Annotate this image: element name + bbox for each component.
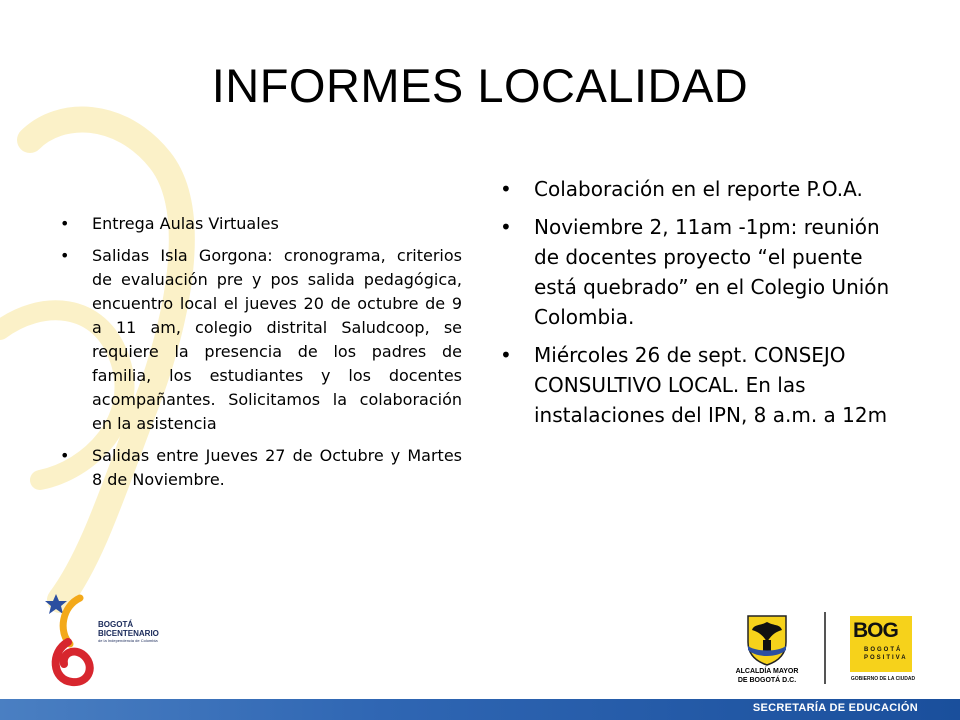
list-item [60,212,462,236]
bullet-icon: • [60,246,70,265]
bullet-icon: • [500,343,512,367]
list-item-text: Salidas entre Jueves 27 de Octubre y Martes 8 de Noviembre. [92,446,462,489]
list-item [60,244,462,436]
bog-subtitle [864,646,908,662]
bullet-icon: • [500,177,512,201]
list-item [500,174,900,204]
page-title: INFORMES LOCALIDAD [211,59,749,112]
coat-of-arms-icon [742,612,792,666]
footer-label: SECRETARÍA DE EDUCACIÓN [752,702,918,714]
left-bullet-list [60,212,462,500]
list-item [500,340,900,430]
alcaldia-line: ALCALDÍA MAYOR [735,668,799,675]
logo-divider [824,612,826,684]
list-item-text: Entrega Aulas Virtuales [92,214,279,233]
list-item-text: Miércoles 26 de sept. CONSEJO CONSULTIVO LOCAL. En las instalaciones del IPN, 8 a.m. a 12m [534,343,888,427]
list-item-text: Colaboración en el reporte P.O.A. [534,177,863,201]
gobierno-text: GOBIERNO DE LA CIUDAD [850,676,916,682]
bicentenario-line: BOGOTÁ [98,620,134,629]
bicentenario-subline: de la Independencia de Colombia [98,638,158,643]
list-item-text: Noviembre 2, 11am -1pm: reunión de docentes proyecto “el puente está quebrado” en el Colegio Unión Colombia. [534,215,890,329]
bog-word: BOG [853,619,898,642]
bicentenario-line: BICENTENARIO [98,629,159,638]
list-item-text: Salidas Isla Gorgona: cronograma, criterios de evaluación pre y pos salida pedagógica, encuentro local el jueves 20 de octubre de 9 a 11 am, colegio distrital Saludcoop, se requiere la presencia de los padres de familia, los estudiantes y los docentes acompañantes. Solicitamos la colaboración en la asistencia [92,246,462,433]
bullet-icon: • [500,215,512,239]
alcaldia-text [726,667,808,685]
footer-bar [0,699,960,720]
list-item [500,212,900,332]
list-item [60,444,462,492]
bog-subline: BOGOTÁ [864,647,903,653]
bullet-icon: • [60,214,70,233]
bullet-icon: • [60,446,70,465]
bog-subline: POSITIVA [864,655,908,661]
right-bullet-list [500,174,900,438]
alcaldia-line: DE BOGOTÁ D.C. [737,677,797,684]
bicentenario-text [98,620,188,644]
